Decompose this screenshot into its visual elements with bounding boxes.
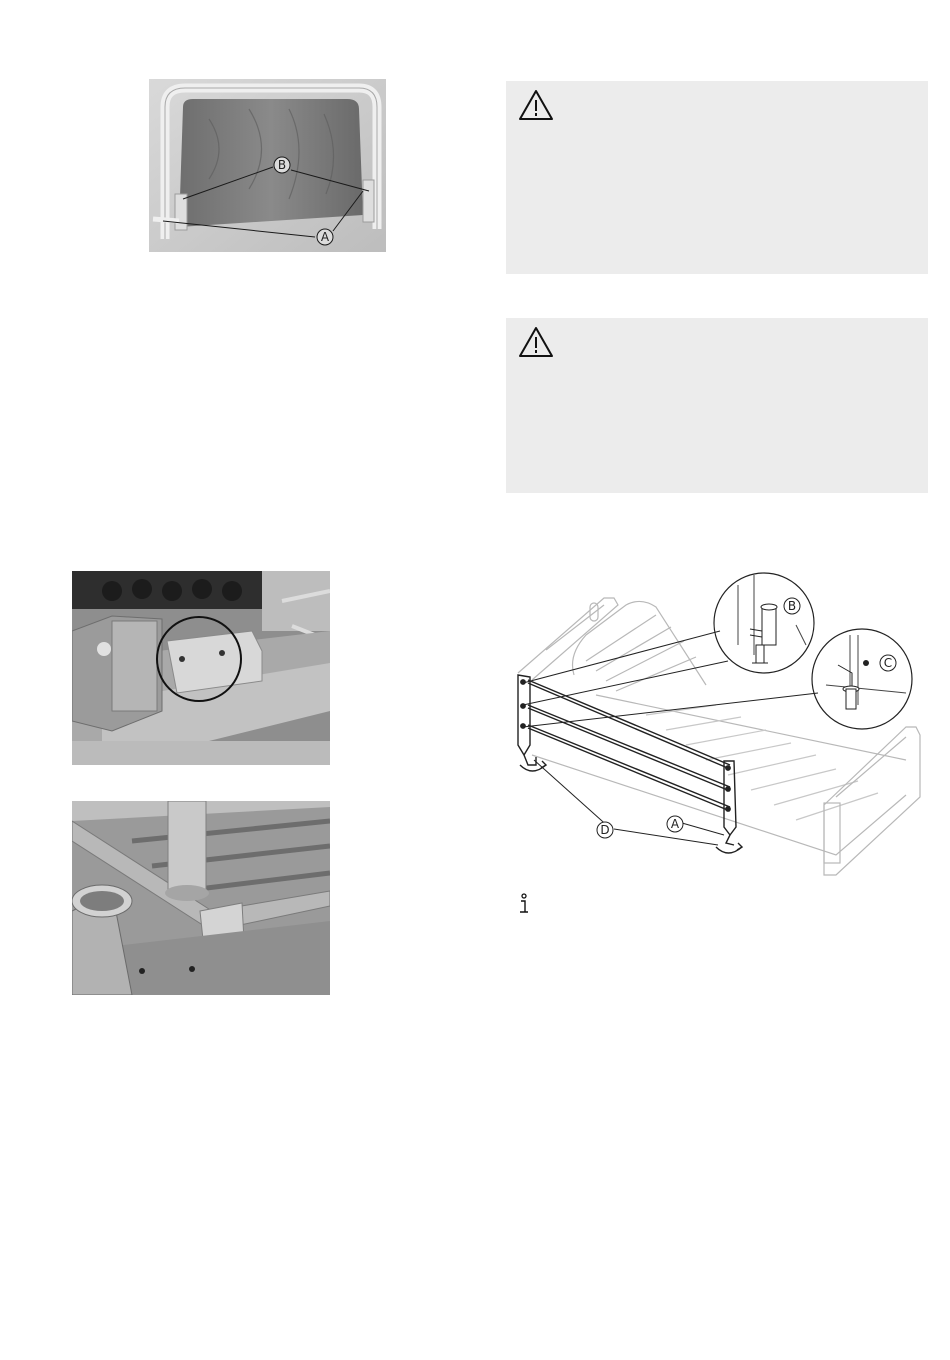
info-icon xyxy=(518,893,530,915)
headboard-figure xyxy=(149,79,386,252)
bed-side-rail-diagram xyxy=(506,565,928,880)
detail-circle-b xyxy=(714,573,814,673)
headboard-wood-panel xyxy=(179,99,363,227)
callout-a: A xyxy=(670,817,680,831)
warning-triangle-icon xyxy=(518,326,554,358)
warning-triangle-icon xyxy=(518,89,554,121)
bracket-left xyxy=(175,194,187,230)
bracket-right xyxy=(363,180,374,222)
warning-box-2 xyxy=(506,318,928,493)
callout-d: D xyxy=(600,823,610,837)
callout-a: A xyxy=(320,230,330,244)
photo-frame-corner-tube xyxy=(72,801,330,995)
callout-c: C xyxy=(883,656,893,670)
warning-box-1 xyxy=(506,81,928,274)
detail-circle-c xyxy=(812,629,912,729)
callout-b: B xyxy=(277,158,287,172)
callout-b: B xyxy=(787,599,797,613)
photo-frame-corner-circled xyxy=(72,571,330,765)
